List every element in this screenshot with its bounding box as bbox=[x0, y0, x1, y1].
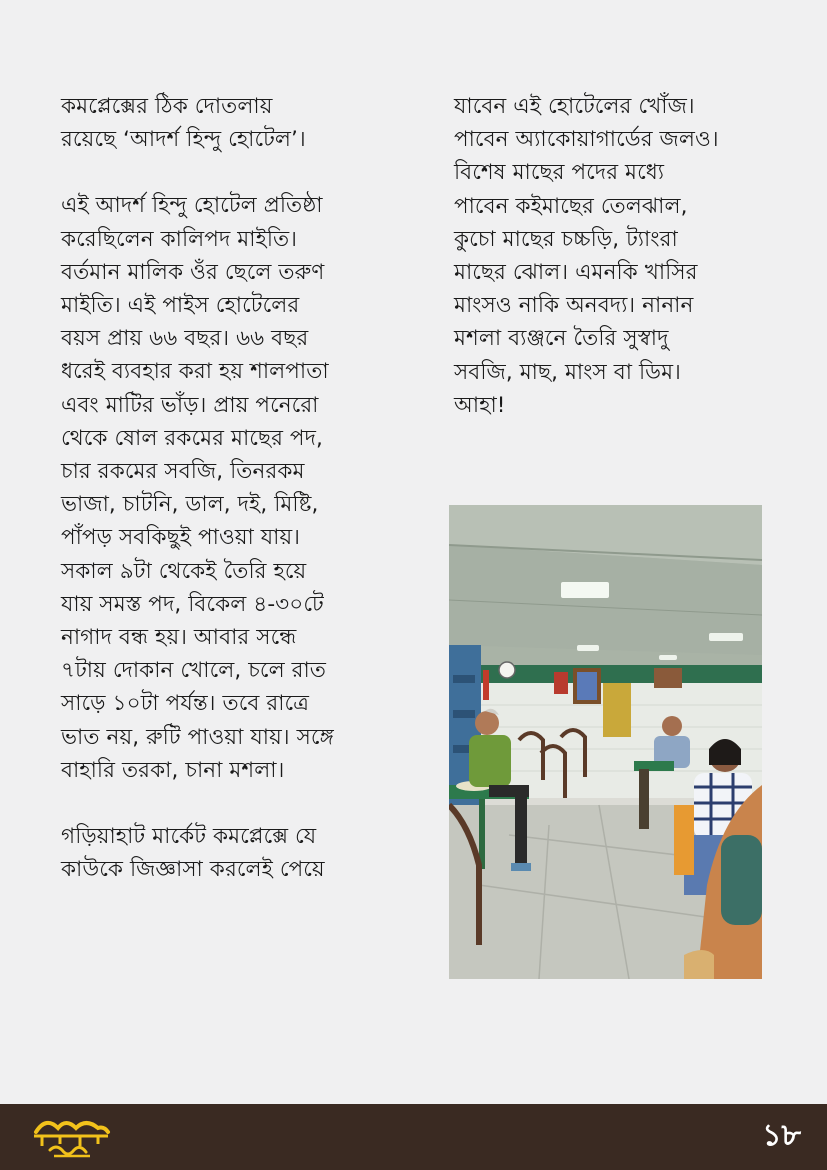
text-line: ৭টায় দোকান খোলে, চলে রাত bbox=[61, 658, 327, 684]
text-line: বাহারি তরকা, চানা মশলা। bbox=[61, 757, 285, 783]
text-line: ধরেই ব্যবহার করা হয় শালপাতা bbox=[61, 359, 329, 385]
article-right-column bbox=[454, 90, 784, 422]
text-line: মাইতি। এই পাইস হোটেলের bbox=[61, 293, 300, 319]
text-line: করেছিলেন কালিপদ মাইতি। bbox=[61, 226, 298, 252]
text-line: চার রকমের সবজি, তিনরকম bbox=[61, 459, 305, 485]
text-line: পাঁপড় সবকিছুই পাওয়া যায়। bbox=[61, 525, 301, 551]
text-line: এবং মাটির ভাঁড়। প্রায় পনেরো bbox=[61, 392, 319, 418]
text-line: গড়িয়াহাট মার্কেট কমপ্লেক্সে যে bbox=[61, 824, 317, 850]
text-line: মাছের ঝোল। এমনকি খাসির bbox=[454, 260, 698, 286]
text-line: মশলা ব্যঞ্জনে তৈরি সুস্বাদু bbox=[454, 326, 669, 352]
text-line: যায় সমস্ত পদ, বিকেল ৪-৩০টে bbox=[61, 591, 324, 617]
text-line: ভাত নয়, রুটি পাওয়া যায়। সঙ্গে bbox=[61, 724, 334, 750]
page-footer bbox=[0, 1104, 827, 1170]
text-line: নাগাদ বন্ধ হয়। আবার সন্ধে bbox=[61, 625, 297, 651]
text-line: পাবেন অ্যাকোয়াগার্ডের জলও। bbox=[454, 127, 719, 153]
text-line: সবজি, মাছ, মাংস বা ডিম। bbox=[454, 359, 681, 385]
text-line: আহা! bbox=[454, 392, 506, 418]
hotel-dining-room-photo bbox=[449, 505, 762, 979]
text-line: কাউকে জিজ্ঞাসা করলেই পেয়ে bbox=[61, 857, 325, 883]
text-line: কুচো মাছের চচ্চড়ি, ট্যাংরা bbox=[454, 226, 678, 252]
page-number: ১৮ bbox=[762, 1118, 801, 1153]
magazine-logo bbox=[30, 1112, 114, 1164]
text-line: রয়েছে ‘আদর্শ হিন্দু হোটেল’। bbox=[61, 127, 306, 153]
text-line: যাবেন এই হোটেলের খোঁজ। bbox=[454, 94, 695, 119]
text-line: বয়স প্রায় ৬৬ বছর। ৬৬ বছর bbox=[61, 326, 309, 352]
article-left-column bbox=[61, 90, 421, 886]
text-line: মাংসও নাকি অনবদ্য। নানান bbox=[454, 293, 694, 319]
text-line: কমপ্লেক্সের ঠিক দোতলায় bbox=[61, 94, 273, 119]
text-line: থেকে ষোল রকমের মাছের পদ, bbox=[61, 425, 323, 451]
text-line: এই আদর্শ হিন্দু হোটেল প্রতিষ্ঠা bbox=[61, 193, 323, 219]
text-line: সাড়ে ১০টা পর্যন্ত। তবে রাত্রে bbox=[61, 691, 310, 717]
text-line: বর্তমান মালিক ওঁর ছেলে তরুণ bbox=[61, 259, 325, 285]
text-line: সকাল ৯টা থেকেই তৈরি হয়ে bbox=[61, 558, 307, 584]
text-line: বিশেষ মাছের পদের মধ্যে bbox=[454, 160, 665, 186]
text-line: পাবেন কইমাছের তেলঝাল, bbox=[454, 193, 688, 219]
text-line: ভাজা, চাটনি, ডাল, দই, মিষ্টি, bbox=[61, 492, 319, 518]
